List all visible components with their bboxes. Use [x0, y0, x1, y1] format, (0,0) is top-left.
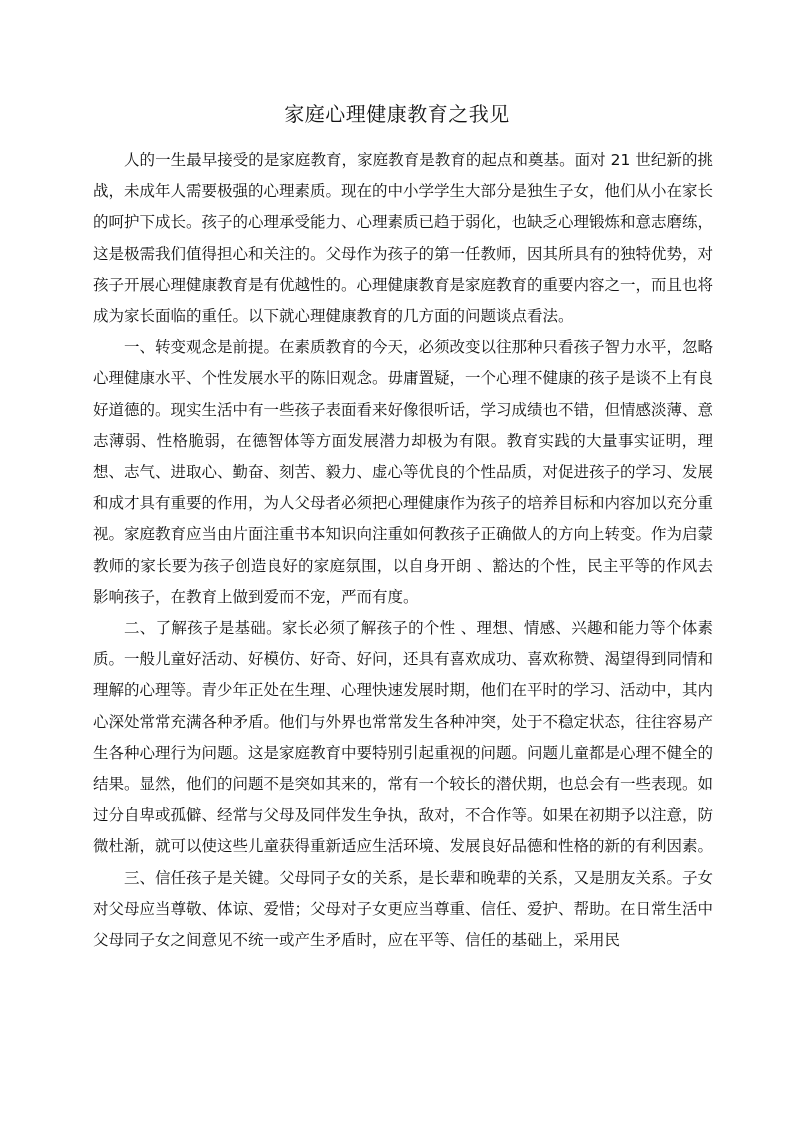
- document-body: [93, 145, 713, 956]
- paragraph-point-one: 一、转变观念是前提。在素质教育的今天，必须改变以往那种只看孩子智力水平，忽略心理健康水平、个性发展水平的陈旧观念。毋庸置疑，一个心理不健康的孩子是谈不上有良好道德的。现实生活中有一些孩子表面看来好像很听话，学习成绩也不错，但情感淡薄、意志薄弱、性格脆弱，在德智体等方面发展潜力却极为有限。教育实践的大量事实证明，理想、志气、进取心、勤奋、刻苦、毅力、虚心等优良的个性品质，对促进孩子的学习、发展和成才具有重要的作用，为人父母者必须把心理健康作为孩子的培养目标和内容加以充分重视。家庭教育应当由片面注重书本知识向注重如何教孩子正确做人的方向上转变。作为启蒙教师的家长要为孩子创造良好的家庭氛围，以自身开朗 、豁达的个性，民主平等的作风去影响孩子，在教育上做到爱而不宠，严而有度。: [93, 338, 714, 606]
- paragraph-point-three: 三、信任孩子是关键。父母同子女的关系，是长辈和晚辈的关系，又是朋友关系。子女对父母应当尊敬、体谅、爱惜；父母对子女更应当尊重、信任、爱护、帮助。在日常生活中父母同子女之间意见不统一或产生矛盾时，应在平等、信任的基础上，采用民: [93, 868, 714, 950]
- paragraph-point-two: 二、了解孩子是基础。家长必须了解孩子的个性 、理想、情感、兴趣和能力等个体素质。一般儿童好活动、好模仿、好奇、好问，还具有喜欢成功、喜欢称赞、渴望得到同情和理解的心理等。青少年正处在生理、心理快速发展时期，他们在平时的学习、活动中，其内心深处常常充满各种矛盾。他们与外界也常常发生各种冲突，处于不稳定状态，往往容易产生各种心理行为问题。这是家庭教育中要特别引起重视的问题。问题儿童都是心理不健全的结果。显然，他们的问题不是突如其来的，常有一个较长的潜伏期，也总会有一些表现。如过分自卑或孤僻、经常与父母及同伴发生争执，敌对，不合作等。如果在初期予以注意，防微杜渐，就可以使这些儿童获得重新适应生活环境、发展良好品德和性格的新的有利因素。: [93, 619, 714, 856]
- document-title: 家庭心理健康教育之我见: [284, 102, 510, 126]
- paragraph-intro: 人的一生最早接受的是家庭教育，家庭教育是教育的起点和奠基。面对 21 世纪新的挑战，未成年人需要极强的心理素质。现在的中小学学生大部分是独生子女，他们从小在家长的呵护下成长。孩子的心理承受能力、心理素质已趋于弱化，也缺乏心理锻炼和意志磨练，这是极需我们值得担心和关注的。父母作为孩子的第一任教师，因其所具有的独特优势，对孩子开展心理健康教育是有优越性的。心理健康教育是家庭教育的重要内容之一，而且也将成为家长面临的重任。以下就心理健康教育的几方面的问题谈点看法。: [93, 151, 714, 326]
